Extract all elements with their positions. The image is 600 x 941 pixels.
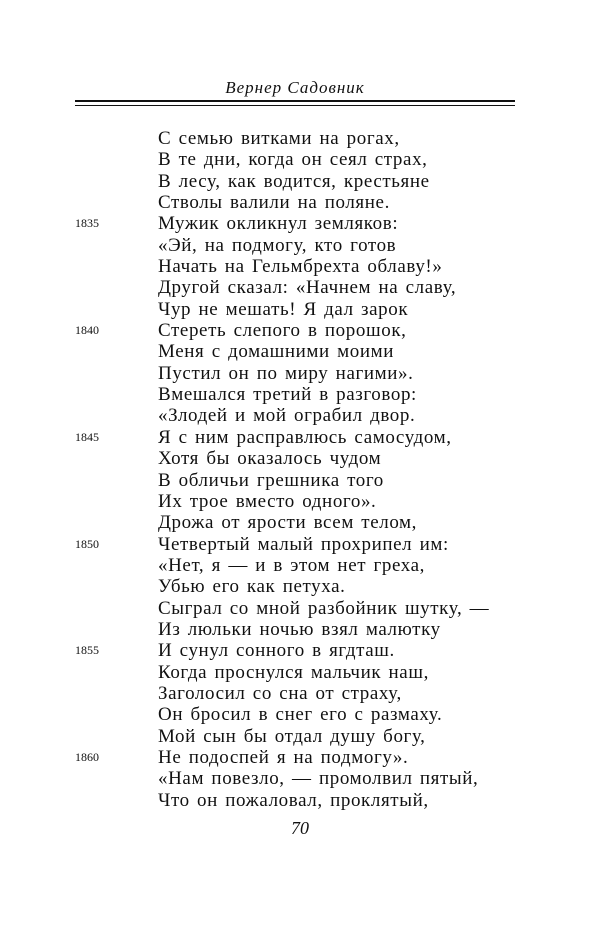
verse-line bbox=[75, 512, 515, 533]
verse-text: Пустил он по миру нагими». bbox=[158, 362, 414, 384]
verse-line bbox=[75, 491, 515, 512]
verse-line bbox=[75, 427, 515, 448]
verse-line bbox=[75, 363, 515, 384]
verse-text: Заголосил со сна от страху, bbox=[158, 682, 402, 704]
verse-text: Вмешался третий в разговор: bbox=[158, 384, 417, 406]
verse-text: «Нет, я — и в этом нет греха, bbox=[158, 554, 425, 576]
verse-text: Что он пожаловал, проклятый, bbox=[158, 789, 429, 811]
poem-text bbox=[75, 128, 515, 811]
verse-line bbox=[75, 384, 515, 405]
verse-line bbox=[75, 128, 515, 149]
verse-line bbox=[75, 405, 515, 426]
verse-text: Он бросил в снег его с размаху. bbox=[158, 704, 443, 726]
verse-line bbox=[75, 256, 515, 277]
verse-text: Дрожа от ярости всем телом, bbox=[158, 512, 418, 534]
verse-text: Убью его как петуха. bbox=[158, 576, 346, 598]
line-number: 1850 bbox=[75, 536, 99, 551]
verse-line bbox=[75, 619, 515, 640]
page-number: 70 bbox=[291, 818, 309, 838]
verse-text: Из люльки ночью взял малютку bbox=[158, 618, 441, 640]
verse-line bbox=[75, 768, 515, 789]
verse-text: Чур не мешать! Я дал зарок bbox=[158, 298, 409, 320]
verse-text: В обличьи грешника того bbox=[158, 469, 384, 491]
line-number: 1855 bbox=[75, 643, 99, 658]
verse-text: Хотя бы оказалось чудом bbox=[158, 448, 382, 470]
verse-text: С семью витками на рогах, bbox=[158, 128, 400, 149]
verse-line bbox=[75, 149, 515, 170]
verse-text: «Злодей и мой ограбил двор. bbox=[158, 405, 416, 427]
verse-line bbox=[75, 790, 515, 811]
verse-text: Четвертый малый прохрипел им: bbox=[158, 533, 449, 555]
verse-text: Начать на Гельмбрехта облаву!» bbox=[158, 256, 443, 278]
verse-text: Их трое вместо одного». bbox=[158, 490, 377, 512]
line-number: 1845 bbox=[75, 429, 99, 444]
verse-line bbox=[75, 662, 515, 683]
header-rule-thick bbox=[75, 100, 515, 102]
verse-line bbox=[75, 555, 515, 576]
line-number: 1860 bbox=[75, 749, 99, 764]
verse-line bbox=[75, 171, 515, 192]
verse-text: Другой сказал: «Начнем на славу, bbox=[158, 277, 457, 299]
header-rule-thin bbox=[75, 105, 515, 106]
verse-text: «Эй, на подмогу, кто готов bbox=[158, 234, 397, 256]
verse-line bbox=[75, 470, 515, 491]
verse-line bbox=[75, 747, 515, 768]
verse-text: Мой сын бы отдал душу богу, bbox=[158, 725, 426, 747]
verse-line bbox=[75, 726, 515, 747]
verse-text: Стволы валили на поляне. bbox=[158, 192, 390, 214]
line-number: 1840 bbox=[75, 323, 99, 338]
verse-line bbox=[75, 235, 515, 256]
verse-line bbox=[75, 277, 515, 298]
verse-text: Мужик окликнул земляков: bbox=[158, 213, 399, 235]
verse-text: Я с ним расправлюсь самосудом, bbox=[158, 426, 452, 448]
verse-line bbox=[75, 299, 515, 320]
verse-text: В лесу, как водится, крестьяне bbox=[158, 170, 430, 192]
verse-text: Когда проснулся мальчик наш, bbox=[158, 661, 429, 683]
verse-line bbox=[75, 448, 515, 469]
verse-text: В те дни, когда он сеял страх, bbox=[158, 149, 428, 171]
verse-line bbox=[75, 683, 515, 704]
verse-line bbox=[75, 598, 515, 619]
verse-line bbox=[75, 640, 515, 661]
verse-line bbox=[75, 341, 515, 362]
line-number: 1835 bbox=[75, 216, 99, 231]
verse-line bbox=[75, 320, 515, 341]
verse-line bbox=[75, 704, 515, 725]
verse-text: Сыграл со мной разбойник шутку, — bbox=[158, 597, 490, 619]
verse-line bbox=[75, 534, 515, 555]
verse-text: И сунул сонного в ягдташ. bbox=[158, 640, 395, 662]
verse-text: Стереть слепого в порошок, bbox=[158, 320, 407, 342]
verse-text: Меня с домашними моими bbox=[158, 341, 395, 363]
running-title: Вернер Садовник bbox=[225, 78, 365, 97]
verse-line bbox=[75, 213, 515, 234]
verse-text: Не подоспей я на подмогу». bbox=[158, 746, 409, 768]
verse-text: «Нам повезло, — промолвил пятый, bbox=[158, 768, 479, 790]
verse-line bbox=[75, 576, 515, 597]
verse-line bbox=[75, 192, 515, 213]
